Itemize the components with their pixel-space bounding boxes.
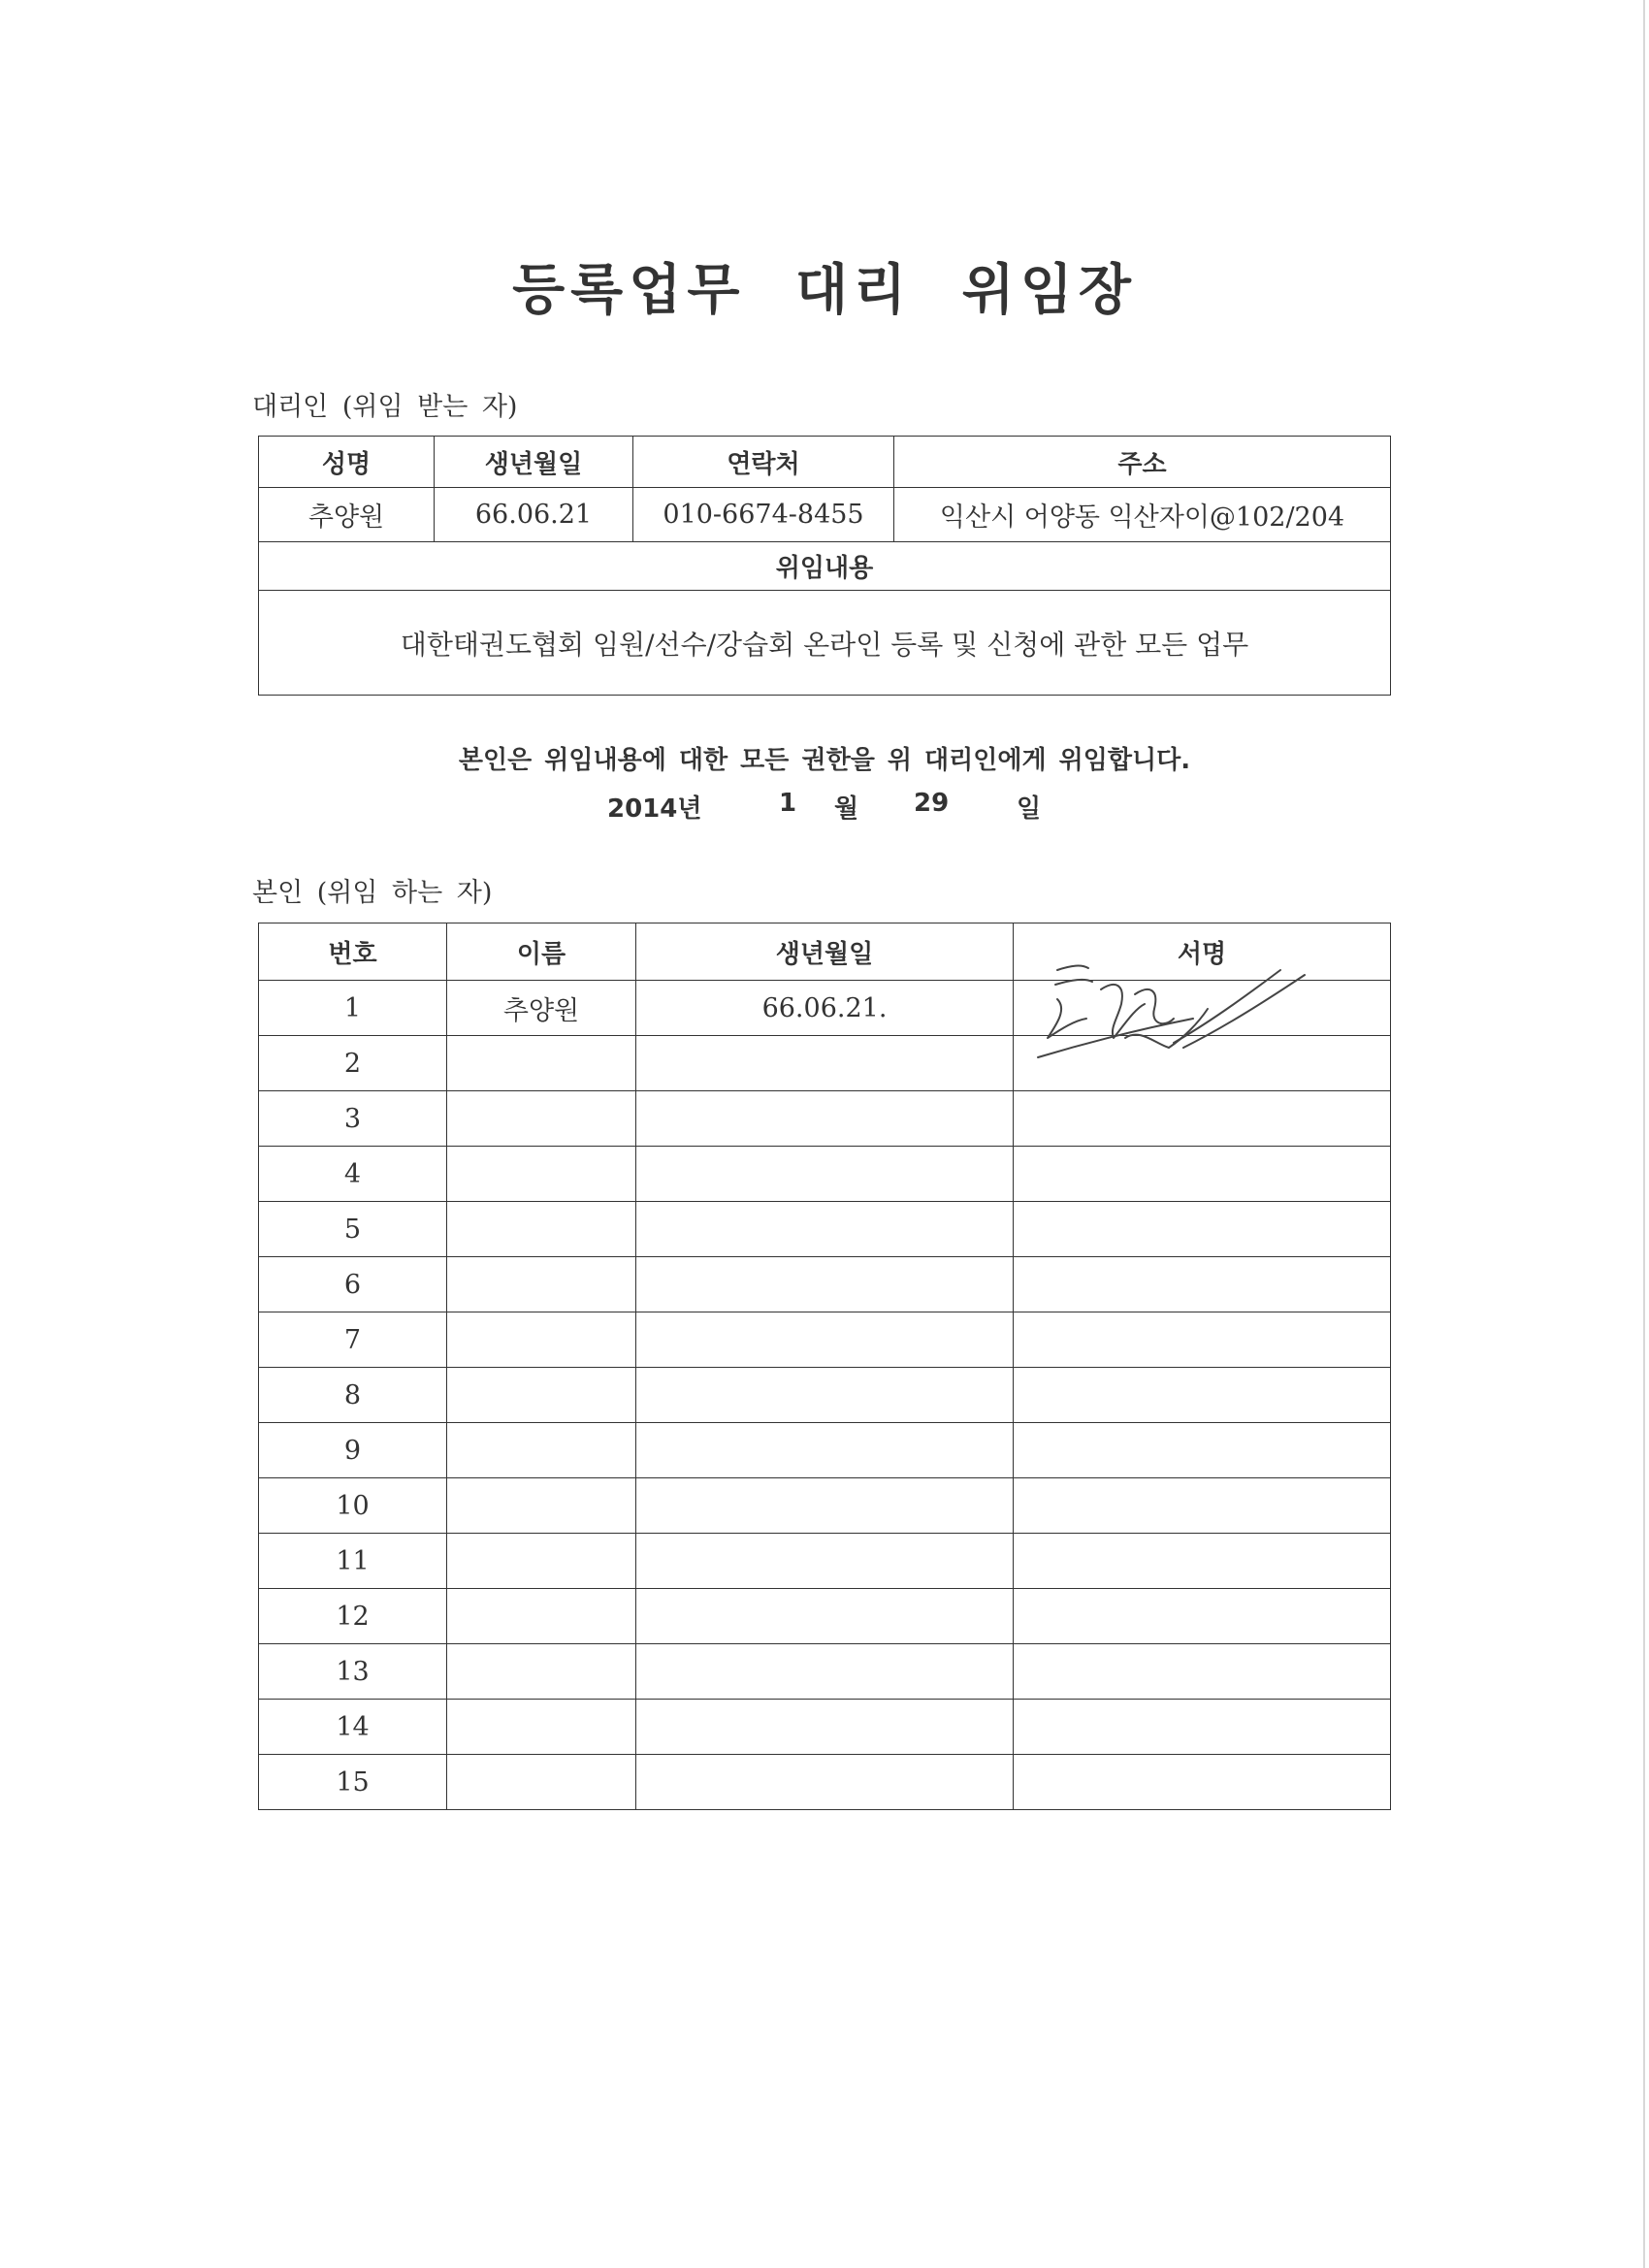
date-month-unit: 월 xyxy=(834,794,859,824)
principal-section-label: 본인 (위임 하는 자) xyxy=(252,878,493,908)
row-name xyxy=(447,1091,636,1147)
row-number: 15 xyxy=(259,1755,447,1810)
row-birth xyxy=(636,1257,1014,1312)
row-number: 8 xyxy=(259,1368,447,1423)
row-name xyxy=(447,1036,636,1091)
table-row xyxy=(259,1091,1391,1147)
header-person-name: 이름 xyxy=(447,923,636,981)
row-name xyxy=(447,1257,636,1312)
row-signature xyxy=(1014,1478,1391,1534)
row-number: 1 xyxy=(259,981,447,1036)
table-row xyxy=(259,1644,1391,1700)
content-header-row xyxy=(259,542,1391,591)
agent-phone: 010-6674-8455 xyxy=(633,488,894,542)
row-birth xyxy=(636,1423,1014,1478)
row-number: 13 xyxy=(259,1644,447,1700)
row-signature xyxy=(1014,1257,1391,1312)
agent-table xyxy=(258,436,1391,696)
header-phone: 연락처 xyxy=(633,437,894,488)
row-number: 4 xyxy=(259,1147,447,1202)
row-signature xyxy=(1014,1423,1391,1478)
row-signature xyxy=(1014,1202,1391,1257)
row-name xyxy=(447,1147,636,1202)
agent-section-label: 대리인 (위임 받는 자) xyxy=(252,392,518,422)
table-row xyxy=(259,981,1391,1036)
header-name: 성명 xyxy=(259,437,435,488)
row-name: 추양원 xyxy=(447,981,636,1036)
row-name xyxy=(447,1755,636,1810)
row-birth xyxy=(636,1202,1014,1257)
row-name xyxy=(447,1478,636,1534)
header-person-birth: 생년월일 xyxy=(636,923,1014,981)
date-month: 1 xyxy=(779,789,797,818)
row-signature xyxy=(1014,1700,1391,1755)
row-signature xyxy=(1014,1644,1391,1700)
row-name xyxy=(447,1534,636,1589)
table-row xyxy=(259,1478,1391,1534)
row-number: 9 xyxy=(259,1423,447,1478)
table-row xyxy=(259,1700,1391,1755)
delegation-statement: 본인은 위임내용에 대한 모든 권한을 위 대리인에게 위임합니다. xyxy=(458,746,1191,775)
row-name xyxy=(447,1700,636,1755)
row-signature xyxy=(1014,981,1391,1036)
table-row xyxy=(259,1036,1391,1091)
row-birth xyxy=(636,1091,1014,1147)
row-signature xyxy=(1014,1589,1391,1644)
row-signature xyxy=(1014,1147,1391,1202)
table-row xyxy=(259,1257,1391,1312)
date-day-unit: 일 xyxy=(1017,794,1042,824)
agent-data-row xyxy=(259,488,1391,542)
table-row xyxy=(259,1423,1391,1478)
row-signature xyxy=(1014,1036,1391,1091)
row-name xyxy=(447,1589,636,1644)
row-birth xyxy=(636,1534,1014,1589)
row-birth xyxy=(636,1644,1014,1700)
row-number: 11 xyxy=(259,1534,447,1589)
agent-address: 익산시 어양동 익산자이@102/204 xyxy=(894,488,1391,542)
table-row xyxy=(259,1589,1391,1644)
row-birth: 66.06.21. xyxy=(636,981,1014,1036)
row-birth xyxy=(636,1036,1014,1091)
table-row xyxy=(259,1202,1391,1257)
row-number: 14 xyxy=(259,1700,447,1755)
content-row xyxy=(259,591,1391,696)
row-signature xyxy=(1014,1368,1391,1423)
row-number: 12 xyxy=(259,1589,447,1644)
agent-name: 추양원 xyxy=(259,488,435,542)
row-signature xyxy=(1014,1534,1391,1589)
header-address: 주소 xyxy=(894,437,1391,488)
row-name xyxy=(447,1312,636,1368)
principal-header-row xyxy=(259,923,1391,981)
row-signature xyxy=(1014,1312,1391,1368)
agent-birth: 66.06.21 xyxy=(435,488,633,542)
row-name xyxy=(447,1644,636,1700)
row-birth xyxy=(636,1147,1014,1202)
row-signature xyxy=(1014,1091,1391,1147)
principal-table xyxy=(258,923,1391,1810)
row-number: 7 xyxy=(259,1312,447,1368)
table-row xyxy=(259,1534,1391,1589)
row-birth xyxy=(636,1700,1014,1755)
row-name xyxy=(447,1423,636,1478)
row-birth xyxy=(636,1589,1014,1644)
row-name xyxy=(447,1202,636,1257)
content-header: 위임내용 xyxy=(259,542,1391,591)
scan-edge xyxy=(1643,0,1645,2268)
row-number: 3 xyxy=(259,1091,447,1147)
row-number: 2 xyxy=(259,1036,447,1091)
agent-header-row xyxy=(259,437,1391,488)
date-year: 2014년 xyxy=(607,794,702,824)
row-birth xyxy=(636,1478,1014,1534)
row-name xyxy=(447,1368,636,1423)
row-number: 6 xyxy=(259,1257,447,1312)
table-row xyxy=(259,1147,1391,1202)
table-row xyxy=(259,1755,1391,1810)
table-row xyxy=(259,1312,1391,1368)
header-number: 번호 xyxy=(259,923,447,981)
header-birth: 생년월일 xyxy=(435,437,633,488)
row-signature xyxy=(1014,1755,1391,1810)
document-title: 등록업무 대리 위임장 xyxy=(512,259,1137,322)
row-birth xyxy=(636,1755,1014,1810)
date-day: 29 xyxy=(914,789,950,818)
header-signature: 서명 xyxy=(1014,923,1391,981)
row-number: 10 xyxy=(259,1478,447,1534)
row-number: 5 xyxy=(259,1202,447,1257)
row-birth xyxy=(636,1368,1014,1423)
delegation-content: 대한태권도협회 임원/선수/강습회 온라인 등록 및 신청에 관한 모든 업무 xyxy=(259,591,1391,696)
table-row xyxy=(259,1368,1391,1423)
row-birth xyxy=(636,1312,1014,1368)
